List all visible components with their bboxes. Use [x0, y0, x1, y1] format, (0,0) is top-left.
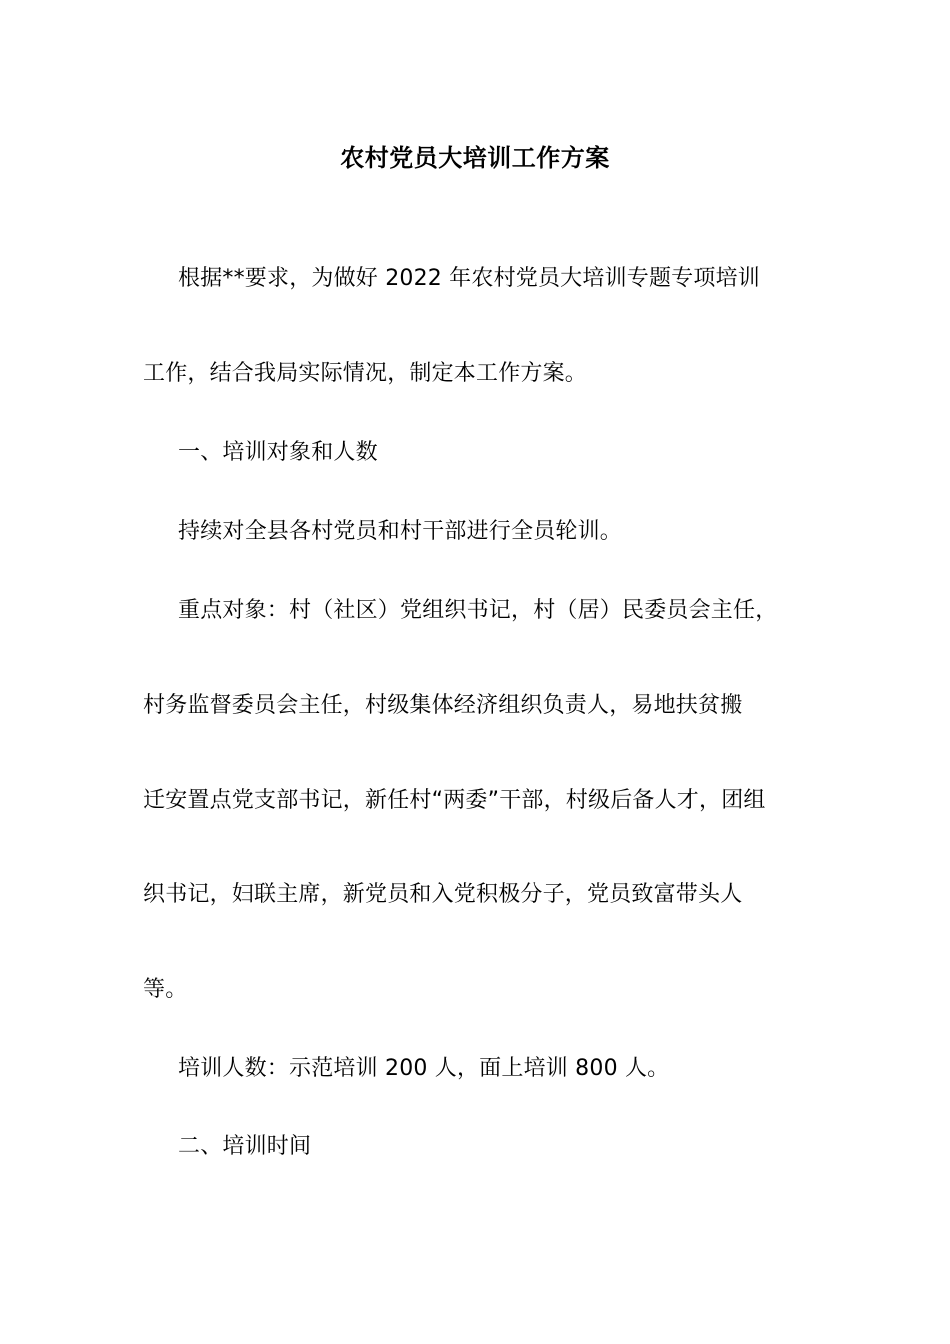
paragraph-line: 重点对象：村（社区）党组织书记，村（居）民委员会主任，	[178, 598, 778, 623]
paragraph-line: 等。	[143, 977, 188, 1002]
document-title: 农村党员大培训工作方案	[340, 143, 610, 172]
paragraph-line: 迁安置点党支部书记，新任村“两委”干部，村级后备人才，团组	[143, 788, 766, 813]
section-heading: 二、培训时间	[178, 1134, 312, 1159]
section-heading: 一、培训对象和人数	[178, 440, 378, 465]
paragraph-line: 培训人数：示范培训 200 人，面上培训 800 人。	[178, 1056, 670, 1081]
paragraph-line: 村务监督委员会主任，村级集体经济组织负责人，易地扶贫搬	[143, 693, 743, 718]
paragraph-line: 根据**要求，为做好 2022 年农村党员大培训专题专项培训	[178, 266, 760, 291]
paragraph-line: 持续对全县各村党员和村干部进行全员轮训。	[178, 519, 623, 544]
paragraph-line: 织书记，妇联主席，新党员和入党积极分子，党员致富带头人	[143, 882, 743, 907]
paragraph-line: 工作，结合我局实际情况，制定本工作方案。	[143, 361, 588, 386]
